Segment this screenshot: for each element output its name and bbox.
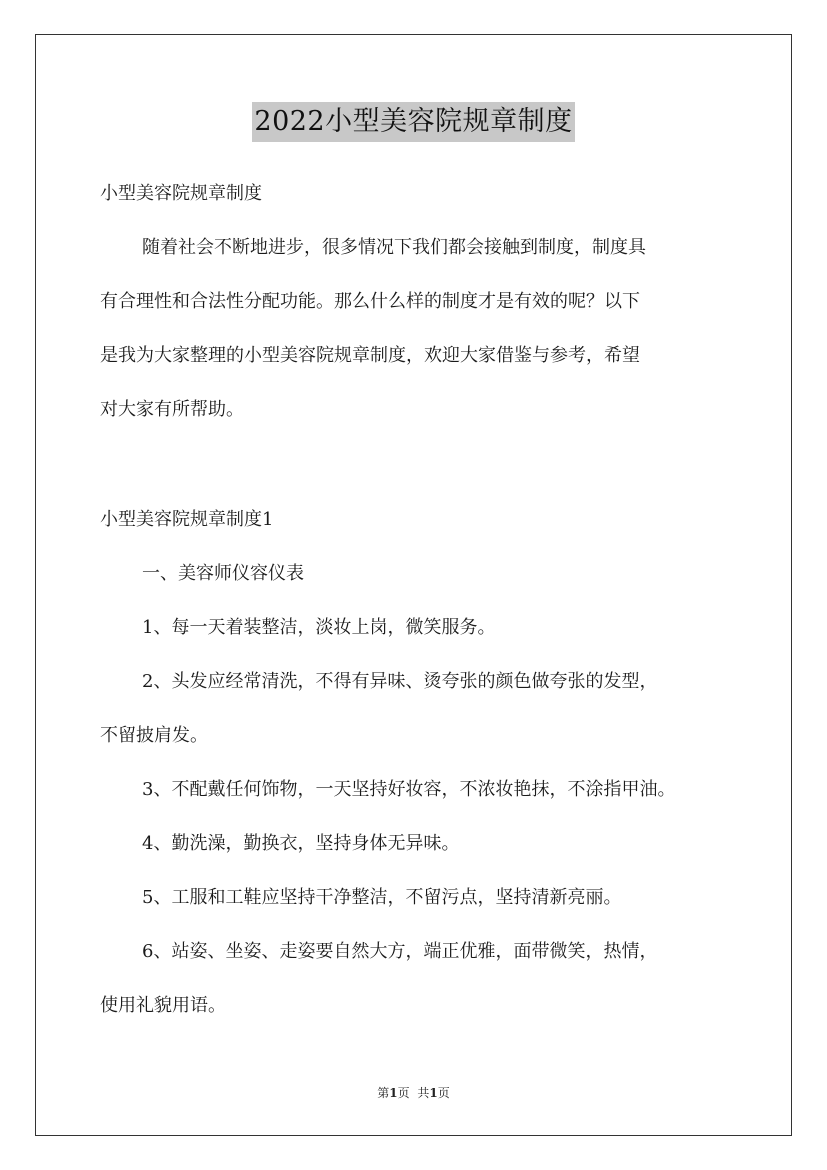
section-heading: 小型美容院规章制度1 — [100, 509, 274, 530]
rule-item-4: 4、勤洗澡，勤换衣，坚持身体无异味。 — [142, 833, 460, 854]
title-container — [0, 102, 827, 142]
rule-item-3: 3、不配戴任何饰物，一天坚持好妆容，不浓妆艳抹，不涂指甲油。 — [142, 779, 676, 800]
intro-line-3: 是我为大家整理的小型美容院规章制度，欢迎大家借鉴与参考，希望 — [100, 345, 640, 366]
total-pages: 1 — [429, 1086, 438, 1100]
total-prefix: 共 — [417, 1086, 430, 1100]
page-footer — [0, 1085, 827, 1101]
rule-item-2-continued: 不留披肩发。 — [100, 725, 208, 746]
intro-line-2: 有合理性和合法性分配功能。那么什么样的制度才是有效的呢？以下 — [100, 291, 640, 312]
rule-item-6: 6、站姿、坐姿、走姿要自然大方，端正优雅，面带微笑，热情， — [142, 941, 658, 962]
rule-item-2: 2、头发应经常清洗，不得有异味、烫夸张的颜色做夸张的发型， — [142, 671, 658, 692]
page-prefix: 第 — [377, 1086, 390, 1100]
section-title: 一、美容师仪容仪表 — [142, 563, 304, 584]
page-number: 1 — [389, 1086, 398, 1100]
rule-item-5: 5、工服和工鞋应坚持干净整洁，不留污点，坚持清新亮丽。 — [142, 887, 622, 908]
document-subtitle: 小型美容院规章制度 — [100, 183, 262, 204]
intro-line-1: 随着社会不断地进步，很多情况下我们都会接触到制度，制度具 — [142, 237, 646, 258]
intro-line-4: 对大家有所帮助。 — [100, 399, 244, 420]
rule-item-1: 1、每一天着装整洁，淡妆上岗，微笑服务。 — [142, 617, 496, 638]
document-title: 2022小型美容院规章制度 — [252, 102, 574, 142]
total-suffix: 页 — [437, 1086, 450, 1100]
page-suffix: 页 — [397, 1086, 410, 1100]
rule-item-6-continued: 使用礼貌用语。 — [100, 995, 226, 1016]
